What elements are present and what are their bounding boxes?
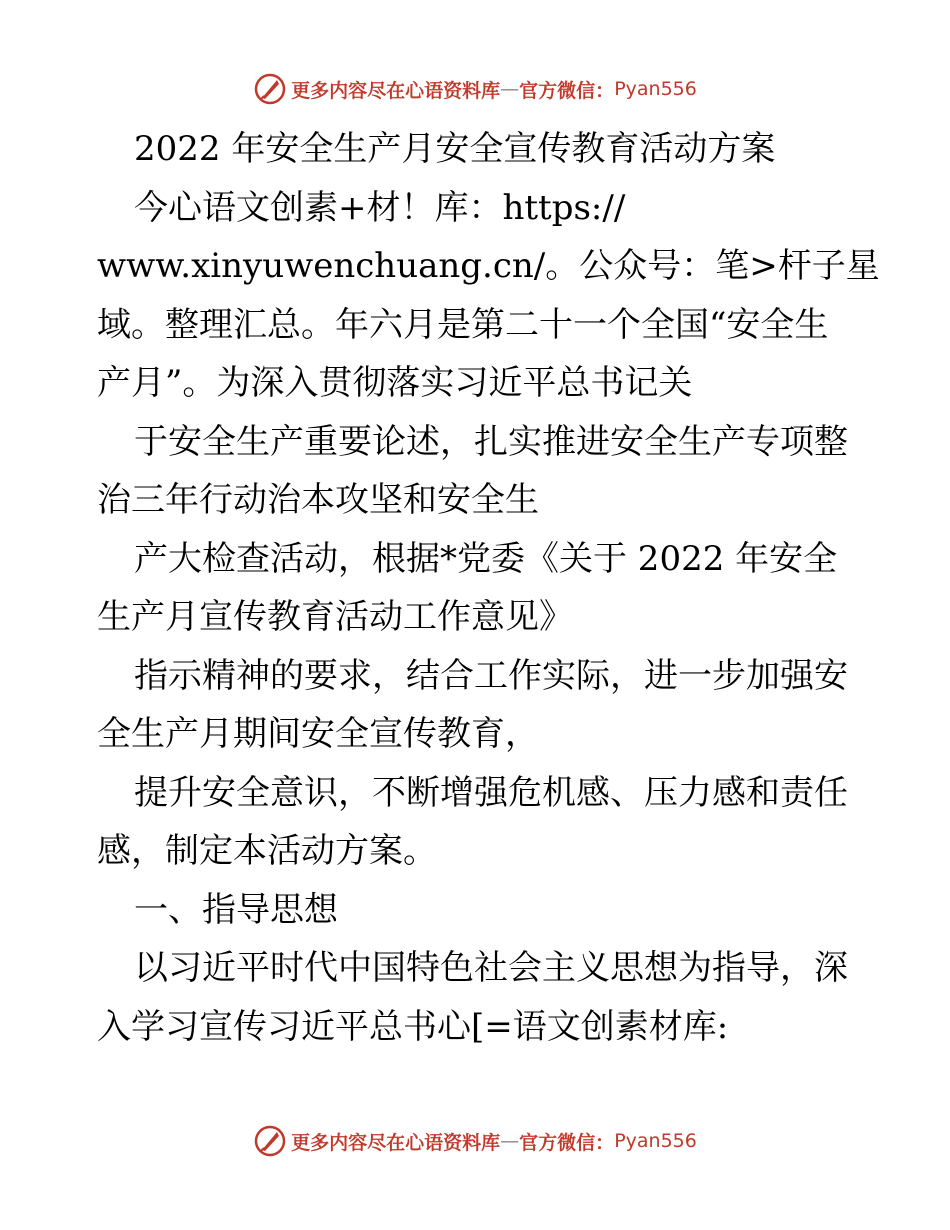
document-line: 今心语文创素+材！库：https:// <box>134 187 626 228</box>
document-line: 域。整理汇总。年六月是第二十一个全国“安全生 <box>97 304 829 345</box>
document-line: 全生产月期间安全宣传教育， <box>97 714 539 754</box>
watermark-wechat-id: Pyan556 <box>614 78 697 100</box>
feather-pen-logo-icon <box>253 72 287 106</box>
watermark-wechat-label: 官方微信： <box>519 1131 615 1154</box>
document-line: 产大检查活动，根据*党委《关于 2022 年安全 <box>134 538 838 579</box>
document-body <box>97 120 880 1056</box>
watermark-wechat-id: Pyan556 <box>614 1130 697 1152</box>
watermark-text: 更多内容尽在心语资料库 <box>291 79 501 102</box>
watermark-wechat-label: 官方微信： <box>519 79 615 102</box>
document-line: 入学习宣传习近平总书心[=语文创素材库: <box>97 1006 729 1047</box>
feather-pen-logo-icon <box>253 1124 287 1158</box>
document-line: 治三年行动治本攻坚和安全生 <box>97 480 539 520</box>
watermark-dash: — <box>500 78 520 100</box>
document-line: 一、指导思想 <box>134 889 338 930</box>
document-line: 产月”。为深入贯彻落实习近平总书记关 <box>97 363 693 403</box>
watermark-text: 更多内容尽在心语资料库 <box>291 1131 501 1154</box>
document-line: 以习近平时代中国特色社会主义思想为指导，深 <box>134 948 848 988</box>
document-line: 感，制定本活动方案。 <box>97 831 437 871</box>
document-line: 生产月宣传教育活动工作意见》 <box>97 597 573 637</box>
document-line: 于安全生产重要论述，扎实推进安全生产专项整 <box>134 421 848 462</box>
watermark-header <box>0 72 950 106</box>
document-line: www.xinyuwenchuang.cn/。公众号：笔>杆子星 <box>97 246 880 286</box>
document-line: 2022 年安全生产月安全宣传教育活动方案 <box>134 129 776 169</box>
watermark-footer <box>0 1124 950 1158</box>
watermark-dash: — <box>500 1130 520 1152</box>
document-line: 指示精神的要求，结合工作实际，进一步加强安 <box>134 655 848 696</box>
document-line: 提升安全意识，不断增强危机感、压力感和责任 <box>134 772 848 813</box>
